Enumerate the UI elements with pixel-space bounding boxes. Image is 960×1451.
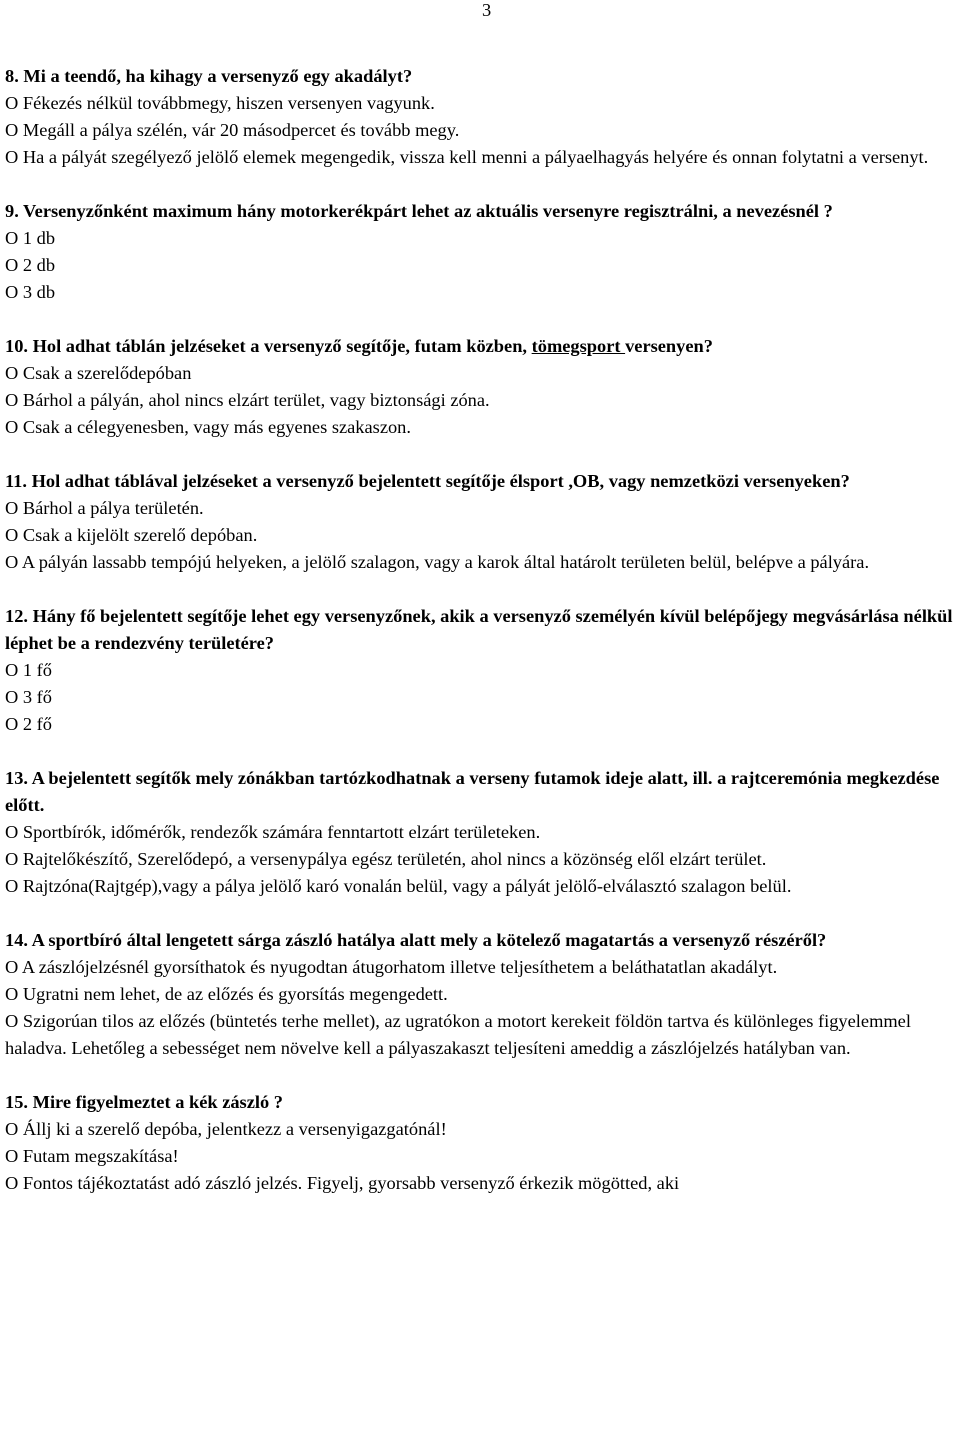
question-title: 8. Mi a teendő, ha kihagy a versenyző egy akadályt? xyxy=(5,66,413,86)
answer-option: O Állj ki a szerelő depóba, jelentkezz a versenyigazgatónál! xyxy=(5,1119,447,1139)
answer-option: O Ugratni nem lehet, de az előzés és gyorsítás megengedett. xyxy=(5,984,448,1004)
answer-option: O Bárhol a pályán, ahol nincs elzárt terület, vagy biztonsági zóna. xyxy=(5,390,490,410)
question-9 xyxy=(5,198,955,306)
question-title xyxy=(5,333,955,360)
answer-option: O Csak a célegyenesben, vagy más egyenes szakaszon. xyxy=(5,417,411,437)
answer-option: O Csak a kijelölt szerelő depóban. xyxy=(5,525,258,545)
question-title: 14. A sportbíró által lengetett sárga zászló hatálya alatt mely a kötelező magatartás a versenyző részéről? xyxy=(5,930,827,950)
question-11 xyxy=(5,468,955,576)
question-title: 12. Hány fő bejelentett segítője lehet egy versenyzőnek, akik a versenyző személyén kívül belépőjegy megvásárlása nélkül léphet be a rendezvény területére? xyxy=(5,606,953,653)
answer-option: O 3 db xyxy=(5,282,56,302)
answer-option: O Rajtelőkészítő, Szerelődepó, a versenypálya egész területén, ahol nincs a közönség elől elzárt terület. xyxy=(5,849,767,869)
answer-option: O A pályán lassabb tempójú helyeken, a jelölő szalagon, vagy a karok által határolt területen belül, belépve a pályára. xyxy=(5,552,870,572)
answer-option: O 1 db xyxy=(5,228,56,248)
question-title: 15. Mire figyelmeztet a kék zászló ? xyxy=(5,1092,283,1112)
answer-option: O A zászlójelzésnél gyorsíthatok és nyugodtan átugorhatom illetve teljesíthetem a beláthatatlan akadályt. xyxy=(5,957,778,977)
answer-option: O Sportbírók, időmérők, rendezők számára fenntartott elzárt területeken. xyxy=(5,822,541,842)
answer-option: O 1 fő xyxy=(5,660,52,680)
answer-option: O Szigorúan tilos az előzés (büntetés terhe mellet), az ugratókon a motort kerekeit földön tartva és különleges figyelemmel haladva. Lehetőleg a sebességet nem növelve kell a pályaszakaszt teljesíteni ameddig a zászlójelzés hatályban van. xyxy=(5,1011,911,1058)
question-title: 9. Versenyzőnként maximum hány motorkerékpárt lehet az aktuális versenyre regisztrálni, a nevezésnél ? xyxy=(5,201,833,221)
question-13 xyxy=(5,765,955,900)
answer-option: O 2 db xyxy=(5,255,56,275)
question-12 xyxy=(5,603,955,738)
answer-option: O Fontos tájékoztatást adó zászló jelzés. Figyelj, gyorsabb versenyző érkezik mögötted, aki xyxy=(5,1173,680,1193)
question-10 xyxy=(5,333,955,441)
answer-option: O Rajtzóna(Rajtgép),vagy a pálya jelölő karó vonalán belül, vagy a pályát jelölő-elválasztó szalagon belül. xyxy=(5,876,792,896)
answer-option: O Futam megszakítása! xyxy=(5,1146,179,1166)
page-number: 3 xyxy=(482,0,492,20)
answer-option: O Megáll a pálya szélén, vár 20 másodpercet és tovább megy. xyxy=(5,120,460,140)
question-14 xyxy=(5,927,955,1062)
answer-option: O Bárhol a pálya területén. xyxy=(5,498,204,518)
question-8 xyxy=(5,63,955,171)
answer-option: O 2 fő xyxy=(5,714,52,734)
underlined-term: tömegsport xyxy=(531,336,626,356)
answer-option: O Fékezés nélkül továbbmegy, hiszen versenyen vagyunk. xyxy=(5,93,435,113)
question-title-start: 10. Hol adhat táblán jelzéseket a versenyző segítője, futam közben, xyxy=(5,336,532,356)
quiz-content xyxy=(5,63,955,1224)
question-title: 11. Hol adhat táblával jelzéseket a versenyző bejelentett segítője élsport ,OB, vagy nemzetközi versenyeken? xyxy=(5,471,850,491)
question-title-end: versenyen? xyxy=(625,336,713,356)
question-15 xyxy=(5,1089,955,1197)
answer-option: O Csak a szerelődepóban xyxy=(5,363,192,383)
answer-option: O 3 fő xyxy=(5,687,52,707)
question-title: 13. A bejelentett segítők mely zónákban tartózkodhatnak a verseny futamok ideje alatt, ill. a rajtceremónia megkezdése előtt. xyxy=(5,768,940,815)
answer-option: O Ha a pályát szegélyező jelölő elemek megengedik, vissza kell menni a pályaelhagyás helyére és onnan folytatni a versenyt. xyxy=(5,147,929,167)
